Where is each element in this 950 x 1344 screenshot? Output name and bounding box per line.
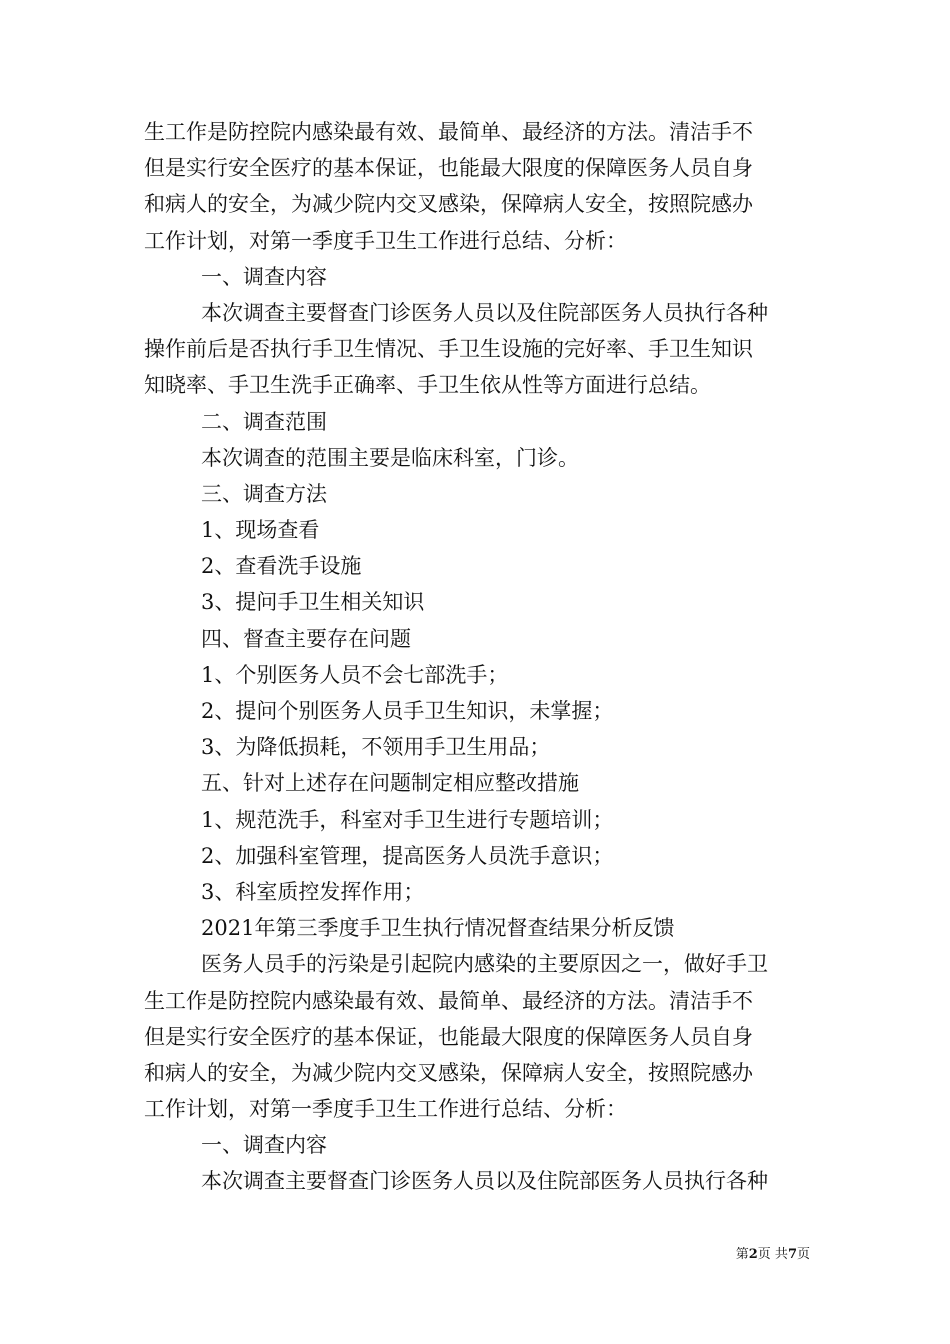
list-item-method-3: 3、提问手卫生相关知识 [201,590,425,615]
list-item-method-2: 2、查看洗手设施 [201,554,362,579]
section-heading-survey-content: 一、调查内容 [201,264,327,289]
list-item-problem-2: 2、提问个别医务人员手卫生知识，未掌握； [201,699,614,723]
section-heading-survey-scope: 二、调查范围 [201,409,327,434]
list-item-measure-1: 1、规范洗手，科室对手卫生进行专题培训； [201,807,614,832]
report-title: 2021年第三季度手卫生执行情况督查结果分析反馈 [201,916,675,941]
text-line-10: 本次调查的范围主要是临床科室，门诊。 [201,445,579,470]
text-line-2: 但是实行安全医疗的基本保证，也能最大限度的保障医务人员自身 [144,156,753,181]
text-line-3: 和病人的安全，为减少院内交叉感染，保障病人安全，按照院感办 [144,192,753,217]
footer-total-pages: 7 [787,1247,797,1262]
list-item-measure-3: 3、科室质控发挥作用； [201,879,425,904]
section-heading-measures: 五、针对上述存在问题制定相应整改措施 [201,771,579,796]
text-line-28: 工作计划，对第一季度手卫生工作进行总结、分析： [144,1097,627,1122]
section-heading-survey-content-2: 一、调查内容 [201,1133,327,1158]
footer-prefix: 第 [735,1247,749,1262]
footer-suffix: 页 [796,1247,810,1262]
list-item-method-1: 1、现场查看 [201,518,320,543]
text-line-27: 和病人的安全，为减少院内交叉感染，保障病人安全，按照院感办 [144,1060,753,1085]
text-line-30: 本次调查主要督查门诊医务人员以及住院部医务人员执行各种 [201,1169,768,1194]
page-footer [700,1246,810,1264]
text-line-7: 操作前后是否执行手卫生情况、手卫生设施的完好率、手卫生知识 [144,337,753,362]
body-text [144,114,812,1200]
text-line-25: 生工作是防控院内感染最有效、最简单、最经济的方法。清洁手不 [144,988,753,1013]
text-line-26: 但是实行安全医疗的基本保证，也能最大限度的保障医务人员自身 [144,1024,753,1049]
footer-current-page: 2 [748,1247,758,1262]
section-heading-survey-method: 三、调查方法 [201,481,327,506]
text-line-6: 本次调查主要督查门诊医务人员以及住院部医务人员执行各种 [201,300,768,325]
text-line-4: 工作计划，对第一季度手卫生工作进行总结、分析： [144,228,627,253]
footer-middle: 页 共 [757,1247,788,1262]
section-heading-problems: 四、督查主要存在问题 [201,626,411,651]
text-line-1: 生工作是防控院内感染最有效、最简单、最经济的方法。清洁手不 [144,120,753,144]
list-item-measure-2: 2、加强科室管理，提高医务人员洗手意识； [201,843,614,868]
list-item-problem-3: 3、为降低损耗，不领用手卫生用品； [201,735,551,760]
text-line-8: 知晓率、手卫生洗手正确率、手卫生依从性等方面进行总结。 [144,373,711,398]
list-item-problem-1: 1、个别医务人员不会七部洗手； [201,662,509,687]
text-line-24: 医务人员手的污染是引起院内感染的主要原因之一，做好手卫 [201,952,768,977]
